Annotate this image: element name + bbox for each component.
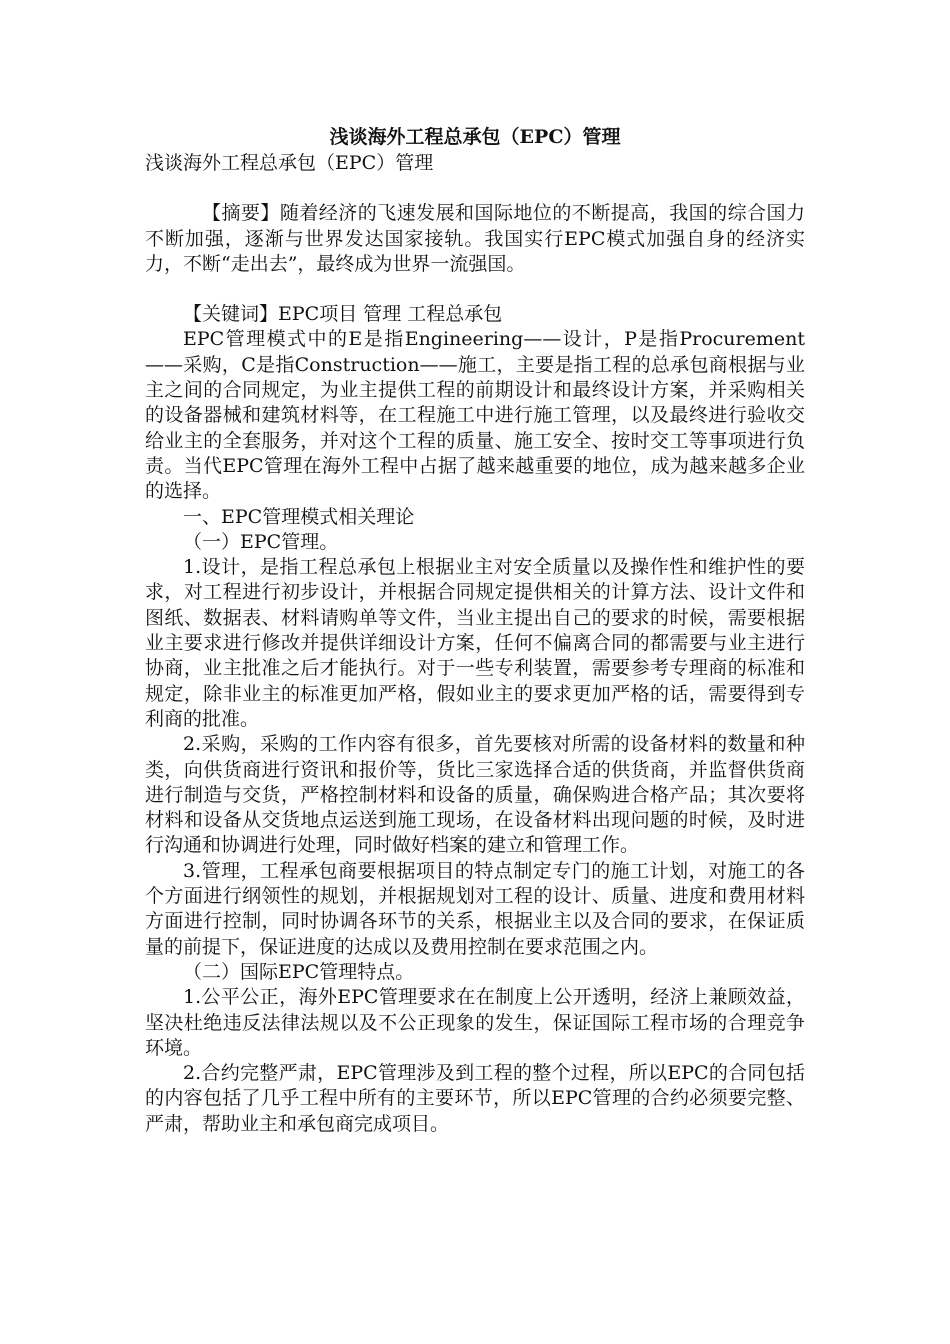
procurement-paragraph: 2.采购，采购的工作内容有很多，首先要核对所需的设备材料的数量和种类，向供货商进行资讯和报价等，货比三家选择合适的供货商，并监督供货商进行制造与交货，严格控制材料和设备的质量，确保购进合格产品；其次要将材料和设备从交货地点运送到施工现场，在设备材料出现问题的时候，及时进行沟通和协调进行处理，同时做好档案的建立和管理工作。 <box>145 733 805 857</box>
keywords-line: 【关键词】EPC项目 管理 工程总承包 <box>183 303 503 326</box>
spacer <box>145 277 805 302</box>
abstract-paragraph: 【摘要】随着经济的飞速发展和国际地位的不断提高，我国的综合国力不断加强，逐渐与世界发达国家接轨。我国实行EPC模式加强自身的经济实力，不断“走出去”，最终成为世界一流强国。 <box>145 202 805 275</box>
document-subtitle: 浅谈海外工程总承包（EPC）管理 <box>145 152 434 174</box>
intro-paragraph: EPC管理模式中的E是指Engineering——设计，P是指Procurement——采购，C是指Construction——施工，主要是指工程的总承包商根据与业主之间的合同规定，为业主提供工程的前期设计和最终设计方案，并采购相关的设备器械和建筑材料等，在工程施工中进行施工管理，以及最终进行验收交给业主的全套服务，并对这个工程的质量、施工安全、按时交工等事项进行负责。当代EPC管理在海外工程中占据了越来越重要的地位，成为越来越多企业的选择。 <box>145 328 805 503</box>
management-paragraph: 3.管理，工程承包商要根据项目的特点制定专门的施工计划，对施工的各个方面进行纲领性的规划，并根据规划对工程的设计、质量、进度和费用材料方面进行控制，同时协调各环节的关系，根据业主以及合同的要求，在保证质量的前提下，保证进度的达成以及费用控制在要求范围之内。 <box>145 859 805 958</box>
fairness-paragraph: 1.公平公正，海外EPC管理要求在在制度上公开透明，经济上兼顾效益，坚决杜绝违反法律法规以及不公正现象的发生，保证国际工程市场的合理竞争环境。 <box>145 986 805 1059</box>
document-title: 浅谈海外工程总承包（EPC）管理 <box>329 126 621 148</box>
subsection-heading: （一）EPC管理。 <box>183 530 339 553</box>
design-paragraph: 1.设计，是指工程总承包上根据业主对安全质量以及操作性和维护性的要求，对工程进行初步设计，并根据合同规定提供相关的计算方法、设计文件和图纸、数据表、材料请购单等文件，当业主提出自己的要求的时候，需要根据业主要求进行修改并提供详细设计方案，任何不偏离合同的都需要与业主进行协商，业主批准之后才能执行。对于一些专利装置，需要参考专理商的标准和规定，除非业主的标准更加严格，假如业主的要求更加严格的话，需要得到专利商的批准。 <box>145 556 805 730</box>
contract-paragraph: 2.合约完整严肃，EPC管理涉及到工程的整个过程，所以EPC的合同包括的内容包括了几乎工程中所有的主要环节，所以EPC管理的合约必须要完整、严肃，帮助业主和承包商完成项目。 <box>145 1062 805 1135</box>
document-body <box>145 151 805 1137</box>
section-heading: 一、EPC管理模式相关理论 <box>183 505 415 528</box>
spacer <box>145 176 805 201</box>
subsection-heading: （二）国际EPC管理特点。 <box>183 960 415 983</box>
